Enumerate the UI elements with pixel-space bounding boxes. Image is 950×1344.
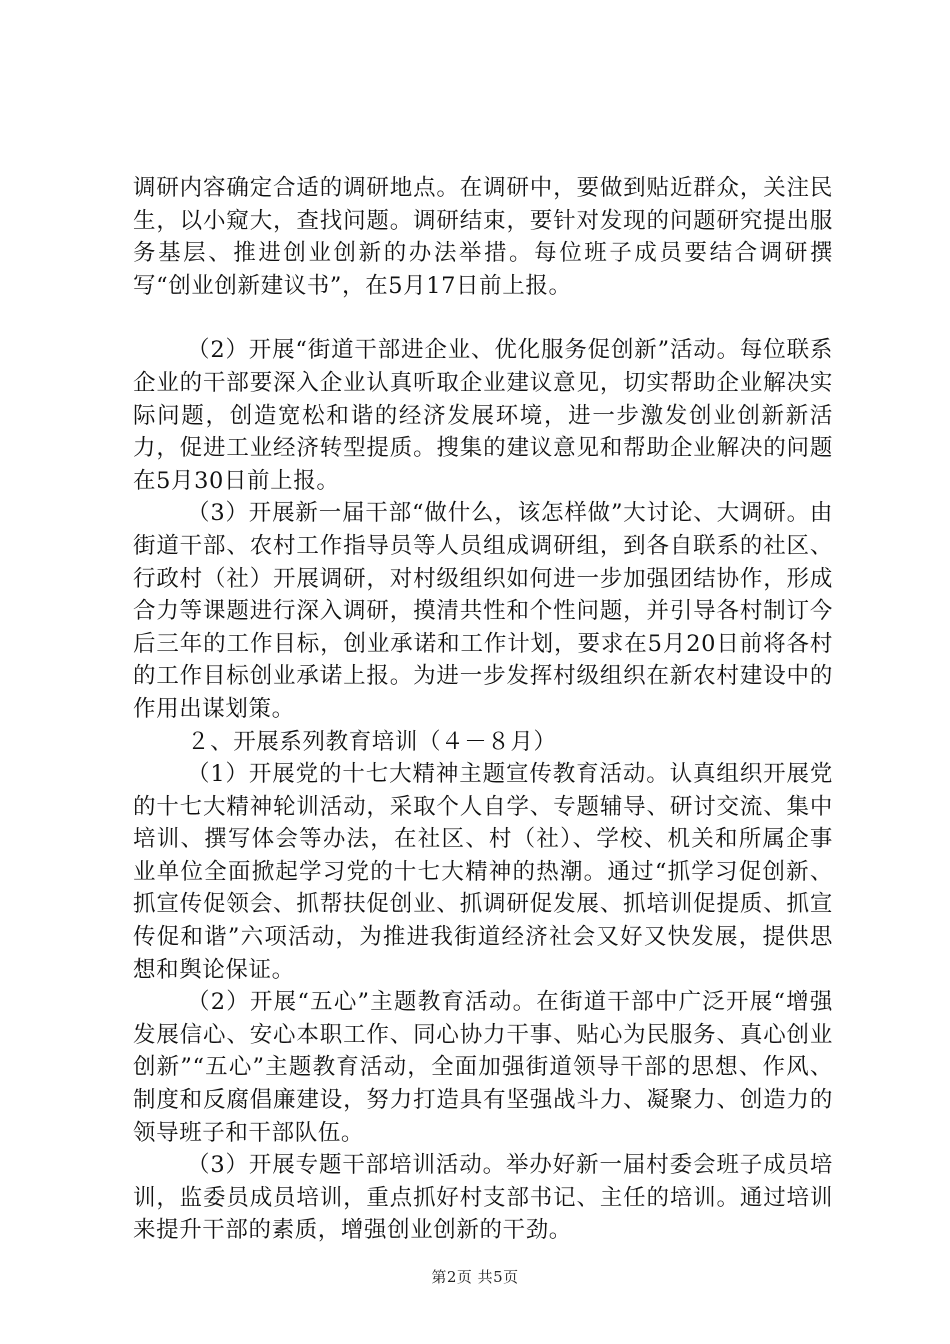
paragraph-five-hearts-education: （2）开展“五心”主题教育活动。在街道干部中广泛开展“增强发展信心、安心本职工作、同心协力干事、贴心为民服务、真心创业创新”“五心”主题教育活动，全面加强街道领导干部的思想、作风、制度和反腐倡廉建设，努力打造具有坚强战斗力、凝聚力、创造力的领导班子和干部队伍。 [133,989,833,1146]
paragraph-cadre-discussion: （3）开展新一届干部“做什么，该怎样做”大讨论、大调研。由街道干部、农村工作指导员等人员组成调研组，到各自联系的社区、行政村（社）开展调研，对村级组织如何进一步加强团结协作，形成合力等课题进行深入调研，摸清共性和个性问题，并引导各村制订今后三年的工作目标，创业承诺和工作计划，要求在5月20日前将各村的工作目标创业承诺上报。为进一步发挥村级组织在新农村建设中的作用出谋划策。 [133,500,833,722]
document-body [133,172,833,1247]
paragraph-cadre-training: （3）开展专题干部培训活动。举办好新一届村委会班子成员培训，监委员成员培训，重点抓好村支部书记、主任的培训。通过培训来提升干部的素质，增强创业创新的干劲。 [133,1152,833,1244]
paragraph-enterprise-service: （2）开展“街道干部进企业、优化服务促创新”活动。每位联系企业的干部要深入企业认真听取企业建议意见，切实帮助企业解决实际问题，创造宽松和谐的经济发展环境，进一步激发创业创新新活力，促进工业经济转型提质。搜集的建议意见和帮助企业解决的问题在5月30日前上报。 [133,337,833,494]
paragraph-party-congress-education: （1）开展党的十七大精神主题宣传教育活动。认真组织开展党的十七大精神轮训活动，采取个人自学、专题辅导、研讨交流、集中培训、撰写体会等办法，在社区、村（社）、学校、机关和所属企事业单位全面掀起学习党的十七大精神的热潮。通过“抓学习促创新、抓宣传促领会、抓帮扶促创业、抓调研促发展、抓培训促提质、抓宣传促和谐”六项活动，为推进我街道经济社会又好又快发展，提供思想和舆论保证。 [133,761,833,983]
section-heading-education-training: ２、开展系列教育培训（４－８月） [187,728,557,755]
page-number-footer: 第2页 共5页 [431,1268,519,1286]
paragraph-research-location: 调研内容确定合适的调研地点。在调研中，要做到贴近群众，关注民生，以小窥大，查找问题。调研结束，要针对发现的问题研究提出服务基层、推进创业创新的办法举措。每位班子成员要结合调研撰写“创业创新建议书”，在5月17日前上报。 [133,175,833,299]
